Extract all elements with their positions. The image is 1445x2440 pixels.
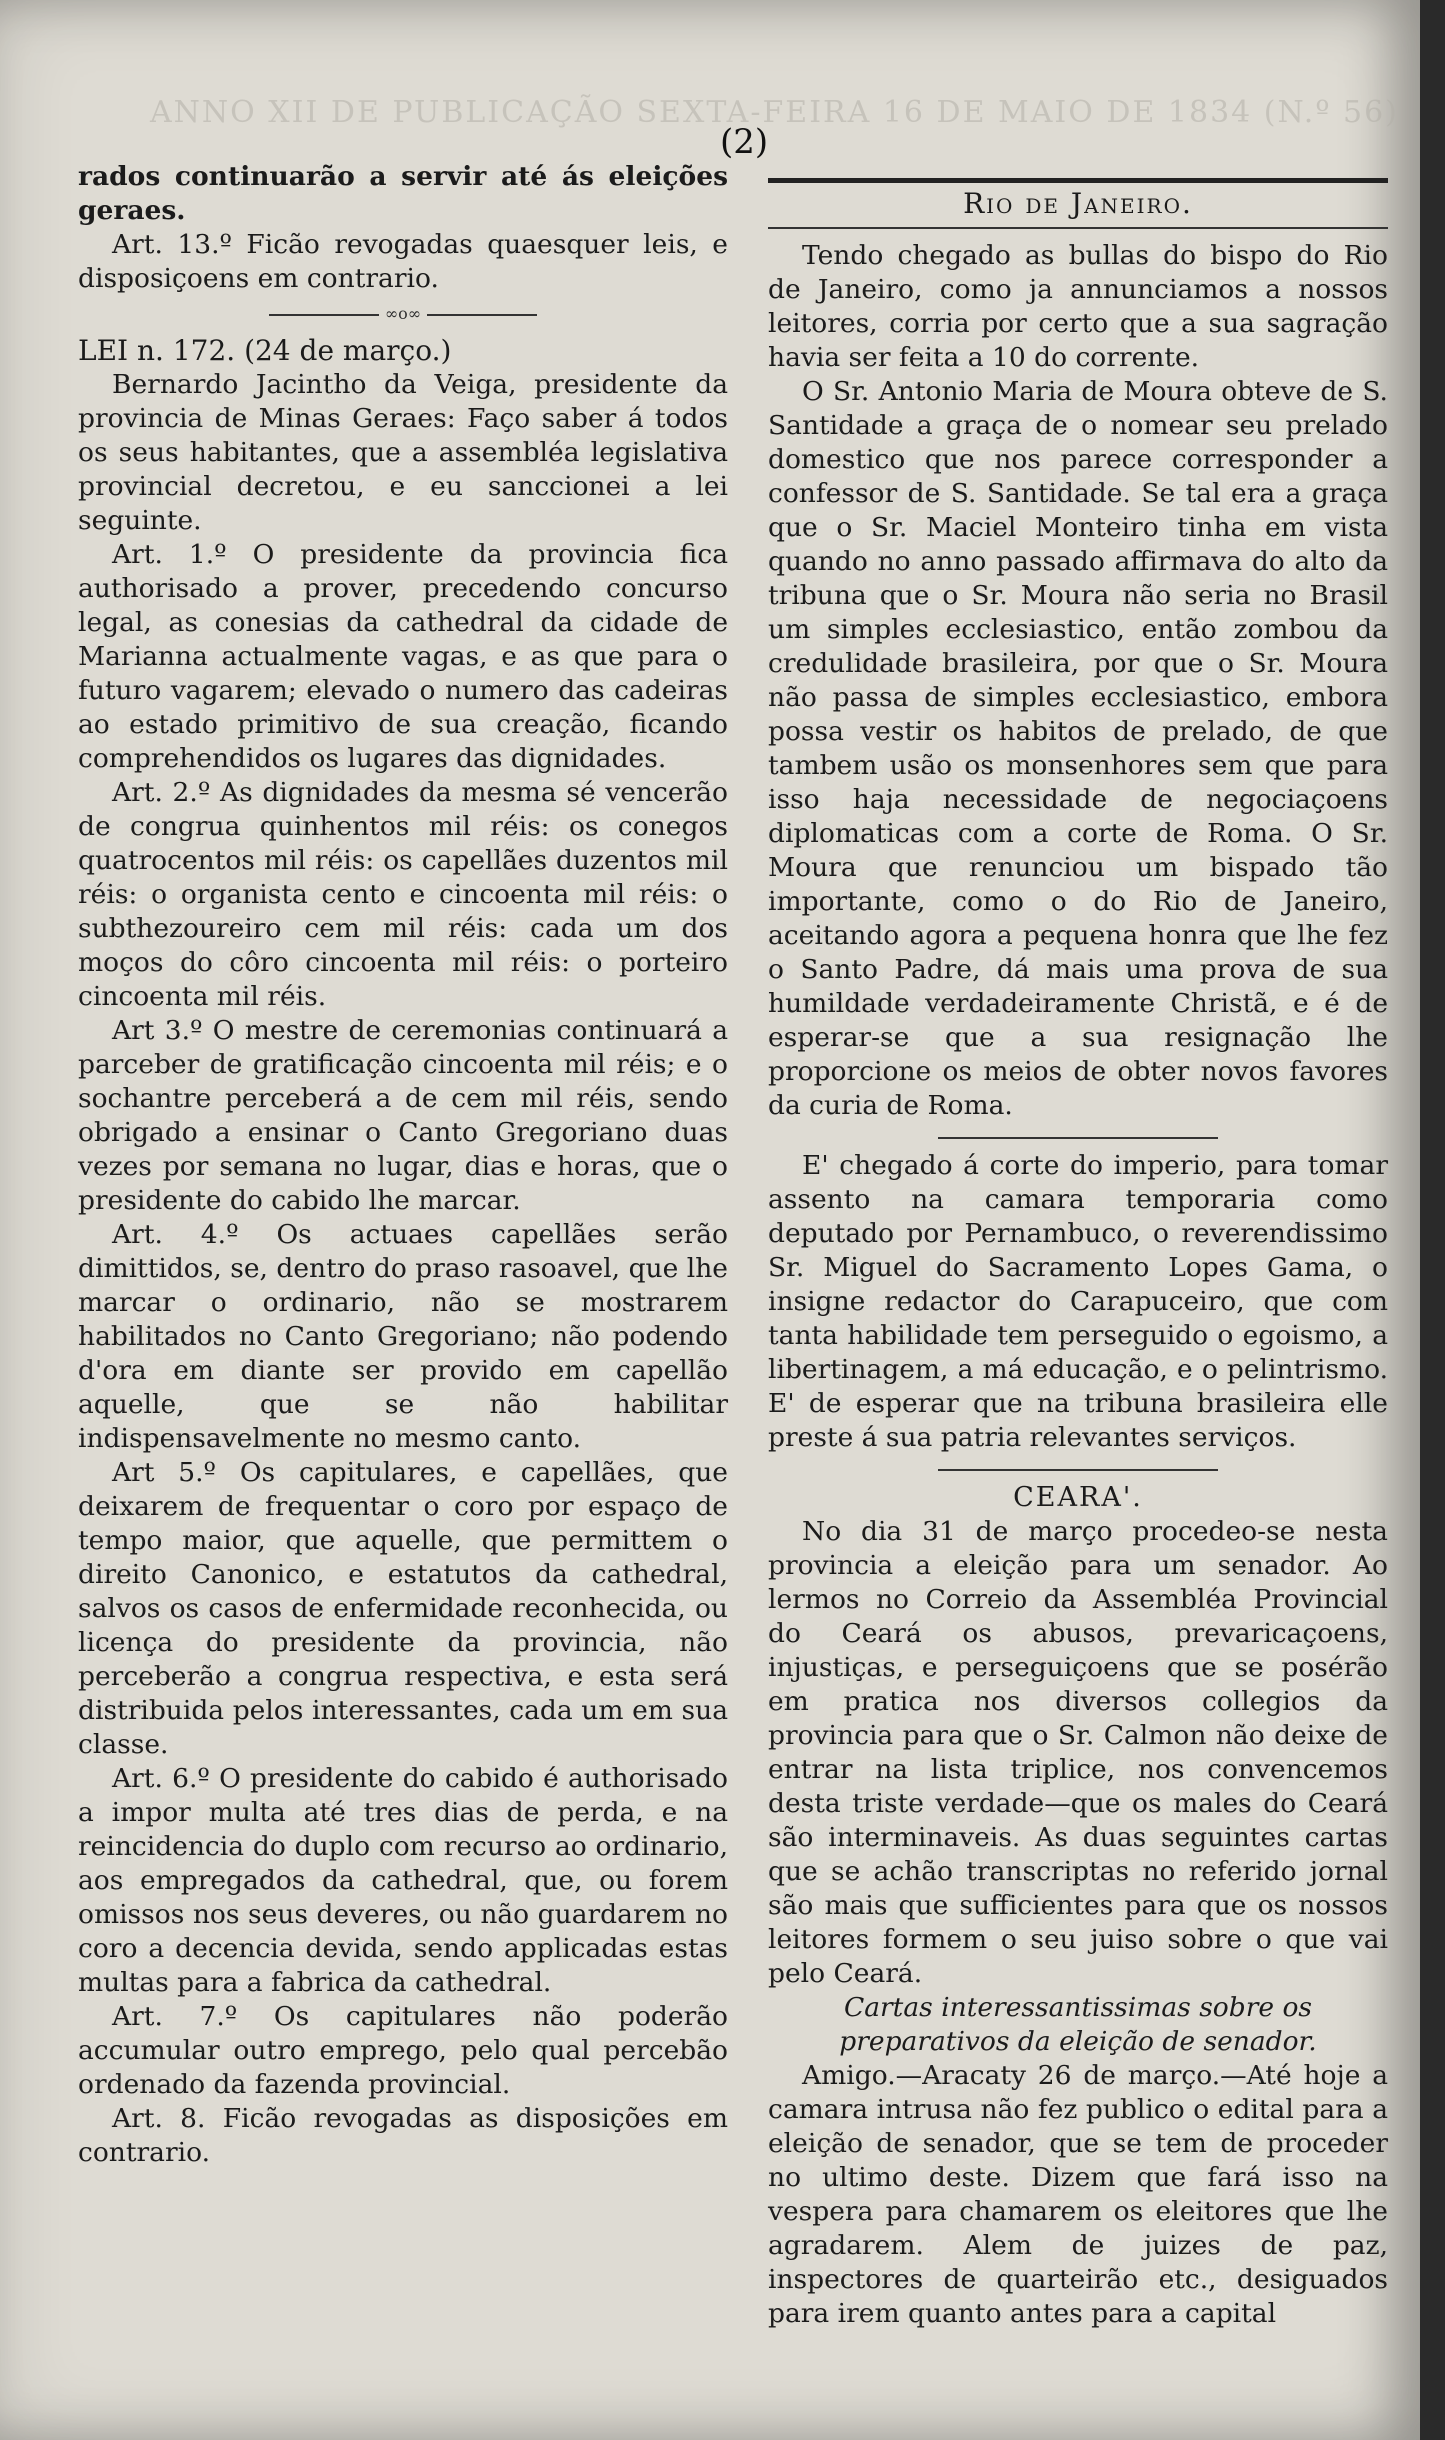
section-top-rule [768,178,1388,183]
article-3: Art 3.º O mestre de ceremonias continuará a parceber de gratificação cincoenta mil réis; e o sochantre perceberá a de cem mil réis, sendo obrigado a ensinar o Canto Gregoriano duas vezes por semana no lugar, dias e horas, que o presidente do cabido lhe marcar. [78,1015,728,1216]
letter-aracaty: Amigo.—Aracaty 26 de março.—Até hoje a camara intrusa não fez publico o edital para a eleição de senador, que se tem de proceder no ultimo deste. Dizem que fará isso na vespera para chamarem os eleitores que lhe agradarem. Alem de juizes de paz, inspectores de quarteirão etc., desiguados para irem quanto antes para a capital [768,2060,1388,2329]
right-column [768,172,1388,2331]
law-preamble: Bernardo Jacintho da Veiga, presidente da provincia de Minas Geraes: Faço saber á todos os seus habitantes, que a assembléa legislativa provincial decretou, e eu sanccionei a lei seguinte. [78,369,728,536]
ceara-heading: CEARA'. [1013,1482,1143,1513]
article-6: Art. 6.º O presidente do cabido é authorisado a impor multa até tres dias de perda, e na reincidencia do duplo com recurso ao ordinario, aos empregados da cathedral, que, ou forem omissos nos seus deveres, ou não guardarem no coro a decencia devida, sendo applicadas estas multas para a fabrica da cathedral. [78,1763,728,1998]
paragraph-continuation: rados continuarão a servir até ás eleições geraes. [78,161,728,226]
article-1: Art. 1.º O presidente da provincia fica authorisado a prover, precedendo concurso legal, as conesias da cathedral da cidade de Marianna actualmente vagas, e as que para o futuro vagarem; elevado o numero das cadeiras ao estado primitivo de sua creação, ficando comprehendidos os lugares das dignidades. [78,539,728,774]
short-divider [938,1137,1218,1139]
left-column [78,160,728,2170]
article-8: Art. 8. Ficão revogadas as disposições em contrario. [78,2103,728,2168]
article-2: Art. 2.º As dignidades da mesma sé vencerão de congrua quinhentos mil réis: os conegos quatrocentos mil réis: os capellães duzentos mil réis: o organista cento e cincoenta mil réis: o subthezoureiro cem mil réis: cada um dos moços do côro cincoenta mil réis: o porteiro cincoenta mil réis. [78,777,728,1012]
section-rule [768,227,1388,229]
short-divider-2 [938,1469,1218,1471]
article-5: Art 5.º Os capitulares, e capellães, que deixarem de frequentar o coro por espaço de tempo maior, que aquelle, que permittem o direito Canonico, e estatutos da cathedral, salvos os casos de enfermidade reconhecida, ou licença do presidente da provincia, não perceberão a congrua respectiva, e esta será distribuida pelos interessantes, cada um em sua classe. [78,1457,728,1760]
page-number: (2) [720,122,769,162]
section-title: Rio de Janeiro. [963,187,1193,220]
article-7: Art. 7.º Os capitulares não poderão accumular outro emprego, pelo qual percebão ordenado da fazenda provincial. [78,2001,728,2100]
article-4: Art. 4.º Os actuaes capellães serão dimittidos, se, dentro do praso rasoavel, que lhe marcar o ordinario, não se mostrarem habilitados no Canto Gregoriano; não podendo d'ora em diante ser provido em capellão aquelle, que se não habilitar indispensavelmente no mesmo canto. [78,1219,728,1454]
letters-title: Cartas interessantissimas sobre os preparativos da eleição de senador. [839,1992,1317,2057]
news-paragraph-ceara: No dia 31 de março procedeo-se nesta provincia a eleição para um senador. Ao lermos no Correio da Assembléa Provincial do Ceará os abusos, prevaricaçoens, injustiças, e perseguiçoens que se posérão em pratica nos diversos collegios da provincia para que o Sr. Calmon não deixe de entrar na lista triplice, nos convencemos desta triste verdade—que os males do Ceará são interminaveis. As duas seguintes cartas que se achão transcriptas no referido jornal são mais que sufficientes para que os nossos leitores formem o seu juiso sobre o que vai pelo Ceará. [768,1516,1388,1989]
article-13: Art. 13.º Ficão revogadas quaesquer leis, e disposiçoens em contrario. [78,229,728,294]
bleed-through-text: ANNO XII DE PUBLICAÇÃO SEXTA-FEIRA 16 DE MAIO DE 1834 (N.º 56) [150,95,1399,130]
ornament-divider: ∞o∞ [78,306,728,322]
news-paragraph-moura: O Sr. Antonio Maria de Moura obteve de S. Santidade a graça de o nomear seu prelado domestico que nos parece corresponder a confessor de S. Santidade. Se tal era a graça que o Sr. Maciel Monteiro tinha em vista quando no anno passado affirmava do alto da tribuna que o Sr. Moura não seria no Brasil um simples ecclesiastico, então zombou da credulidade brasileira, por que o Sr. Moura não passa de simples ecclesiastico, embora possa vestir os habitos de prelado, de que tambem usão os monsenhores sem que para isso haja necessidade de negociaçoens diplomaticas com a corte de Roma. O Sr. Moura que renunciou um bispado tão importante, como o do Rio de Janeiro, aceitando agora a pequena honra que lhe fez o Santo Padre, dá mais uma prova de sua humildade verdadeiramente Christã, e é de esperar-se que a sua resignação lhe proporcione os meios de obter novos favores da curia de Roma. [768,376,1388,1121]
news-paragraph-lopes-gama: E' chegado á corte do imperio, para tomar assento na camara temporaria como deputado por Pernambuco, o reverendissimo Sr. Miguel do Sacramento Lopes Gama, o insigne redactor do Carapuceiro, que com tanta habilidade tem perseguido o egoismo, a libertinagem, a má educação, e o pelintrismo. E' de esperar que na tribuna brasileira elle preste á sua patria relevantes serviços. [768,1150,1388,1453]
news-paragraph-bullas: Tendo chegado as bullas do bispo do Rio de Janeiro, como ja annunciamos a nossos leitores, corria por certo que a sua sagração havia ser feita a 10 do corrente. [768,240,1388,373]
law-heading: LEI n. 172. (24 de março.) [78,334,452,367]
